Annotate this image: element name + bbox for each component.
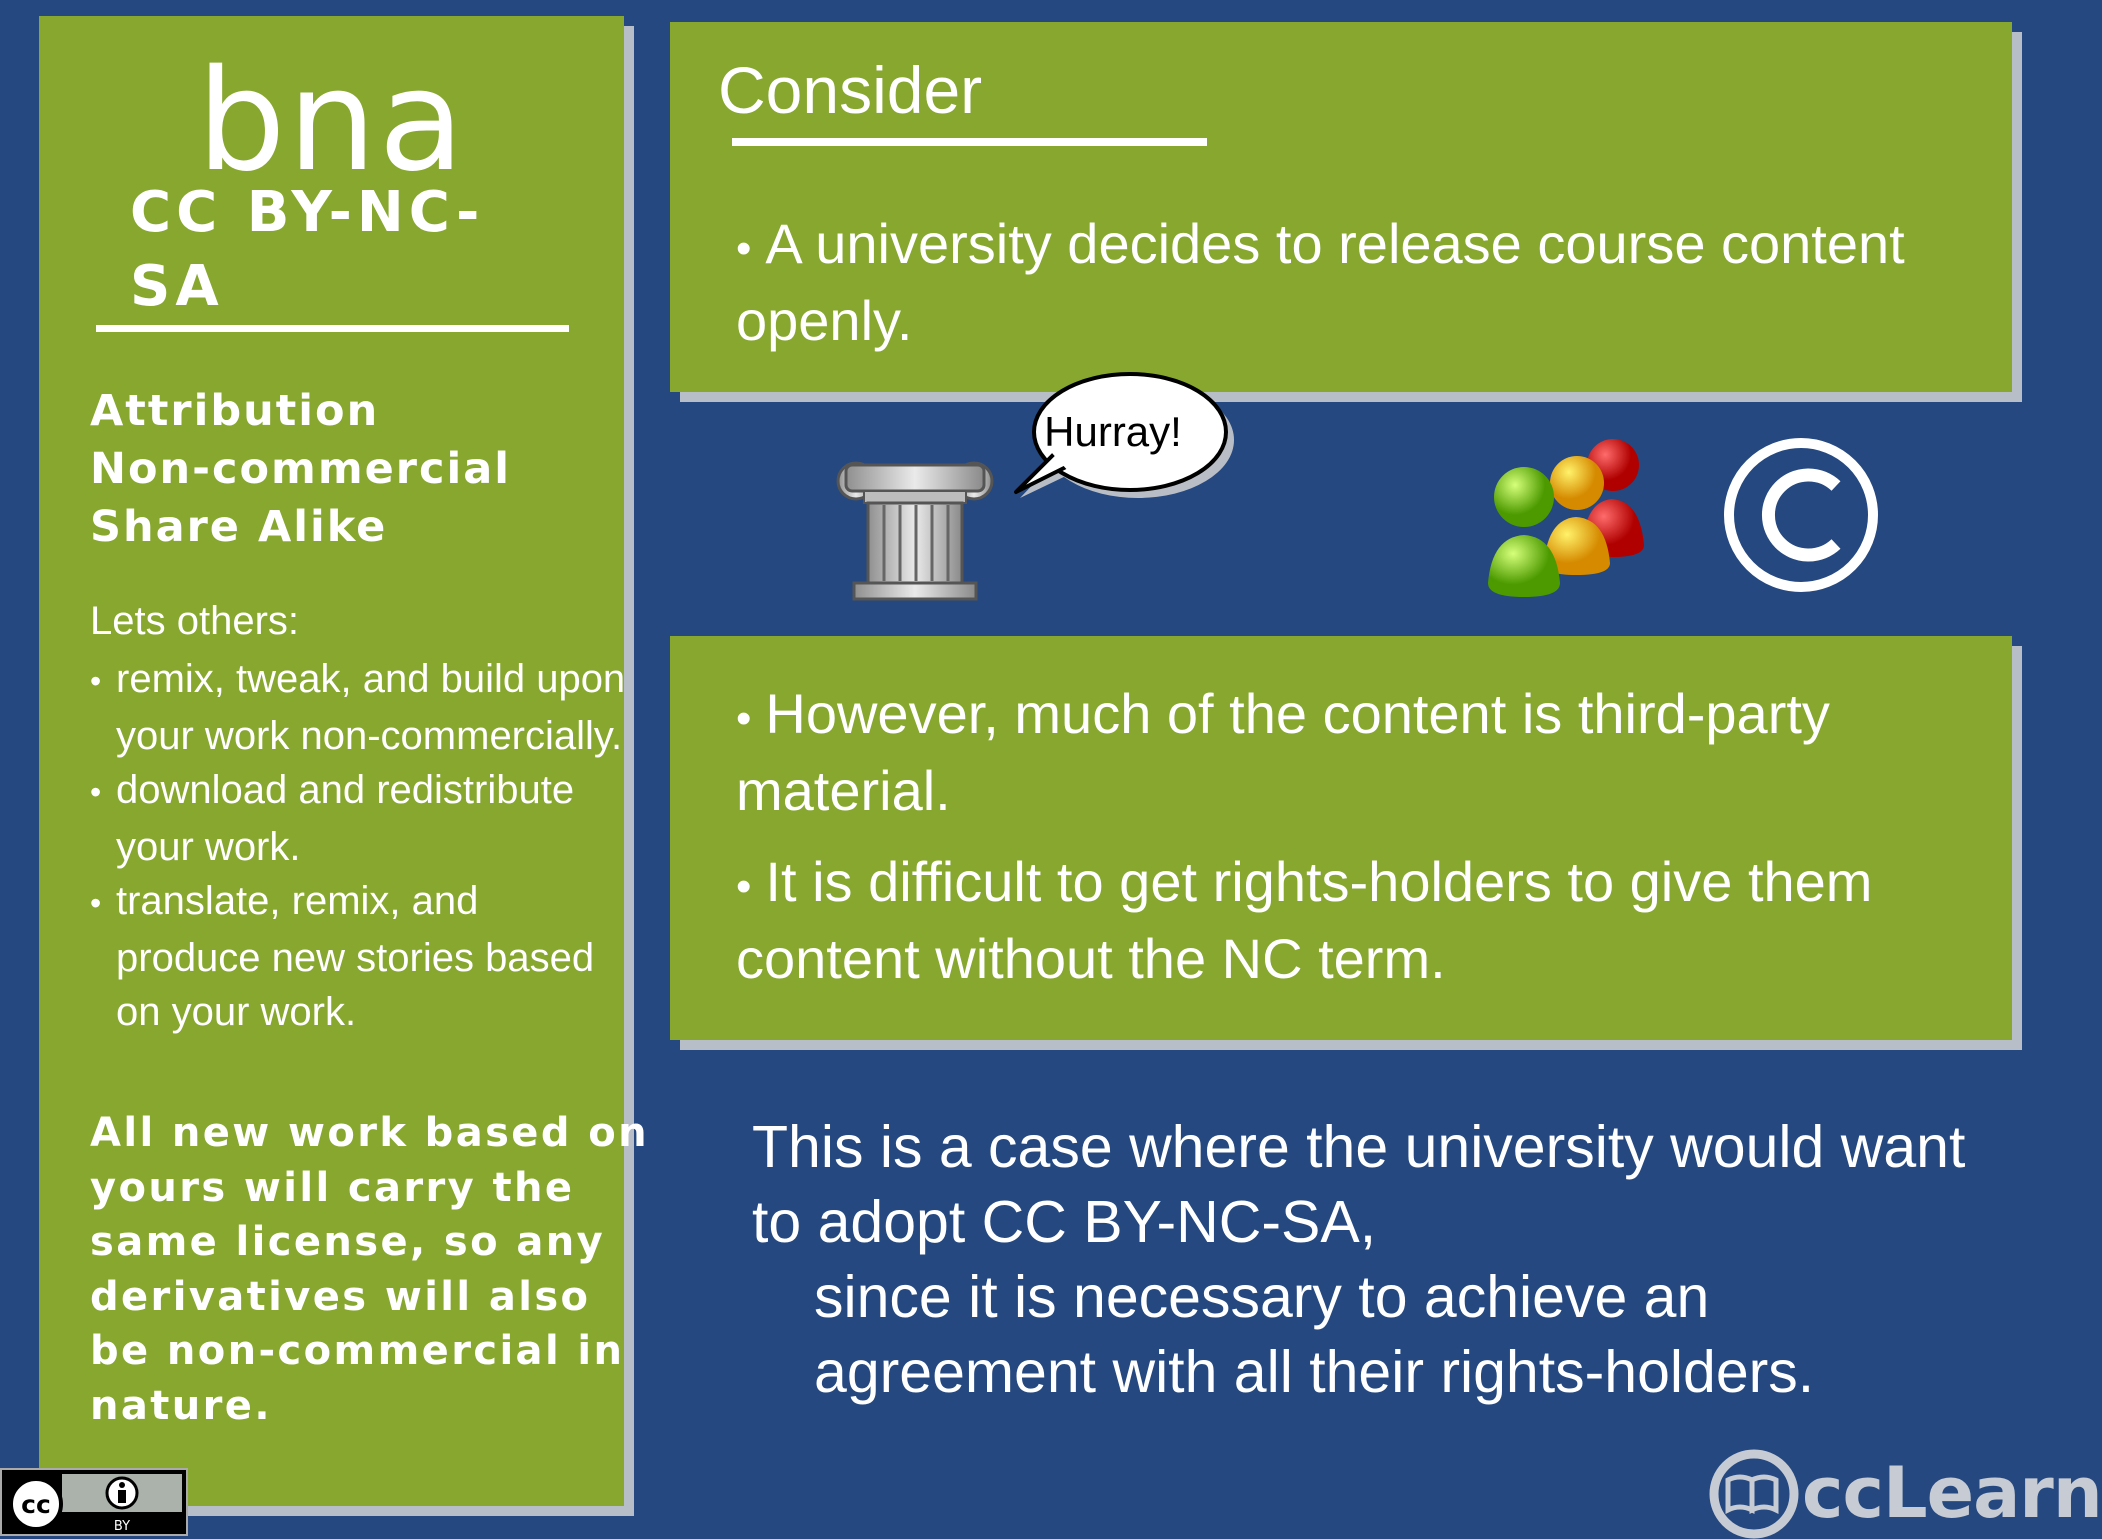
bullet-dot: • <box>736 694 752 743</box>
license-panel <box>39 16 649 1506</box>
by-badge-text: BY <box>113 1519 131 1534</box>
lets-others-heading: Lets others: <box>90 599 300 643</box>
thirdparty-panel <box>670 636 2012 1040</box>
bullet-dot: • <box>736 862 752 911</box>
sharealike-note: All new work based on yours will carry the same license, so any derivatives will also be non-commercial in nature. <box>90 1110 649 1429</box>
copyright-icon <box>1720 434 1882 596</box>
conclusion-line-2: since it is necessary to achieve an agreement with all their rights-holders. <box>814 1264 1815 1405</box>
divider <box>96 325 569 332</box>
list-item: • remix, tweak, and build upon your work non-commercially. <box>90 652 630 763</box>
license-name <box>90 382 511 556</box>
license-code-line-2: SA <box>130 254 224 319</box>
thirdparty-bullet-1-text: However, much of the content is third-party material. <box>736 682 1830 822</box>
cc-badge-text: cc <box>21 1490 51 1519</box>
cclearn-logo <box>1706 1446 2102 1536</box>
divider <box>732 138 1207 146</box>
thirdparty-bullet-2-text: It is difficult to get rights-holders to give them content without the NC term. <box>736 850 1873 990</box>
people-icon <box>1482 425 1657 605</box>
cc-by-badge <box>0 1468 188 1536</box>
list-item: • download and redistribute your work. <box>90 763 630 874</box>
conclusion-text <box>752 1110 1992 1410</box>
license-name-noncommercial: Non-commercial <box>90 444 511 494</box>
license-icons-text: bna <box>196 40 467 203</box>
column-icon <box>830 455 1000 605</box>
license-code-line-1: CC BY-NC- <box>130 180 485 245</box>
speech-bubble-text: Hurray! <box>1044 408 1182 455</box>
cclearn-book-icon <box>1706 1446 1796 1536</box>
license-name-attribution: Attribution <box>90 386 380 436</box>
conclusion-line-1: This is a case where the university would want to adopt CC BY-NC-SA, <box>752 1114 1966 1255</box>
license-code <box>130 176 550 324</box>
consider-title: Consider <box>718 53 983 127</box>
cc-by-badge-icon <box>2 1470 186 1534</box>
consider-panel <box>670 22 2012 392</box>
cclearn-logo-text: ccLearn <box>1802 1452 2102 1534</box>
thirdparty-bullet-2 <box>736 846 1986 995</box>
consider-bullet-text: A university decides to release course content openly. <box>736 212 1905 352</box>
consider-bullet <box>736 208 1986 357</box>
thirdparty-bullet-1 <box>736 678 1986 827</box>
permissions-list <box>90 652 630 1040</box>
list-item: • translate, remix, and produce new stories based on your work. <box>90 874 630 1040</box>
bullet-dot: • <box>736 224 752 273</box>
license-name-sharealike: Share Alike <box>90 502 388 552</box>
